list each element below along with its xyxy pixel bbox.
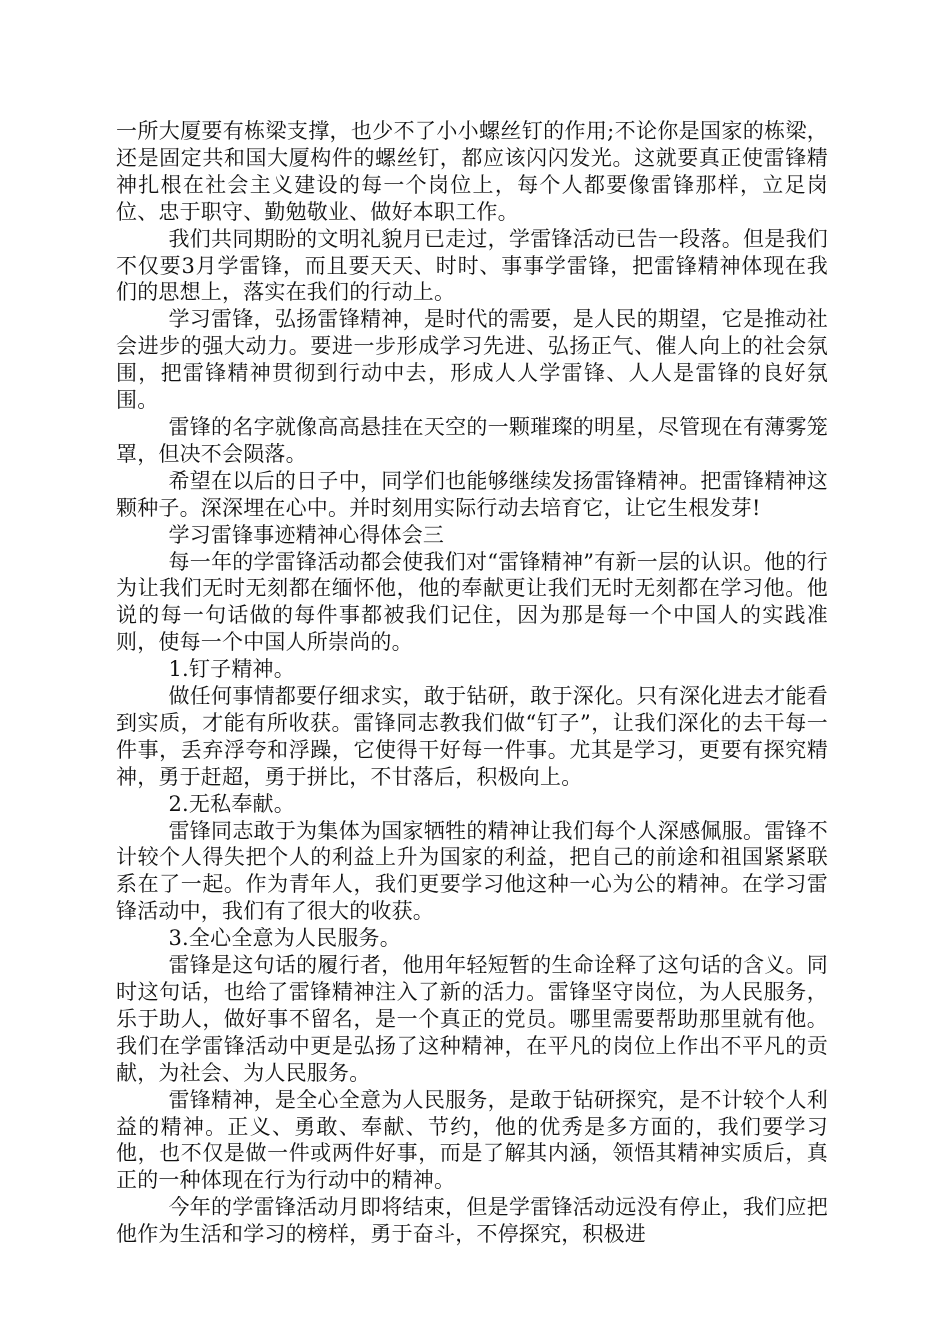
paragraph-7: 做任何事情都要仔细求实，敢于钻研，敢于深化。只有深化进去才能看到实质，才能有所收获。雷锋同志教我们做“钉子”，让我们深化的去干每一件事，丢弃浮夸和浮躁，它使得干好每一件事。尤其是学习，更要有探究精神，勇于赶超，勇于拼比，不甘落后，积极向上。: [116, 684, 828, 789]
list-heading-1: 1.钉子精神。: [168, 657, 295, 682]
list-heading-3: 3.全心全意为人民服务。: [168, 926, 401, 951]
paragraph-8: 雷锋同志敢于为集体为国家牺牲的精神让我们每个人深感佩服。雷锋不计较个人得失把个人的利益上升为国家的利益，把自己的前途和祖国紧紧联系在了一起。作为青年人，我们更要学习他这种一心为公的精神。在学习雷锋活动中，我们有了很大的收获。: [116, 818, 828, 924]
document-page: [116, 118, 828, 1248]
paragraph-4: 雷锋的名字就像高高悬挂在天空的一颗璀璨的明星，尽管现在有薄雾笼罩，但决不会陨落。: [116, 414, 828, 466]
section-title: 学习雷锋事迹精神心得体会三: [168, 522, 445, 547]
paragraph-10: 雷锋精神，是全心全意为人民服务，是敢于钻研探究，是不计较个人利益的精神。正义、勇敢、奉献、节约，他的优秀是多方面的，我们要学习他，也不仅是做一件或两件好事，而是了解其内涵，领悟其精神实质后，真正的一种体现在行为行动中的精神。: [116, 1087, 828, 1193]
paragraph-3: 学习雷锋，弘扬雷锋精神，是时代的需要，是人民的期望，它是推动社会进步的强大动力。要进一步形成学习先进、弘扬正气、催人向上的社会氛围，把雷锋精神贯彻到行动中去，形成人人学雷锋、人人是雷锋的良好氛围。: [116, 307, 828, 413]
paragraph-11: 今年的学雷锋活动月即将结束，但是学雷锋活动远没有停止，我们应把他作为生活和学习的榜样，勇于奋斗，不停探究，积极进: [116, 1195, 828, 1247]
paragraph-6: 每一年的学雷锋活动都会使我们对“雷锋精神”有新一层的认识。他的行为让我们无时无刻都在缅怀他，他的奉献更让我们无时无刻都在学习他。他说的每一句话做的每件事都被我们记住，因为那是每一个中国人的实践准则，使每一个中国人所崇尚的。: [116, 549, 828, 655]
list-heading-2: 2.无私奉献。: [168, 791, 295, 816]
paragraph-9: 雷锋是这句话的履行者，他用年轻短暂的生命诠释了这句话的含义。同时这句话，也给了雷锋精神注入了新的活力。雷锋坚守岗位，为人民服务，乐于助人，做好事不留名，是一个真正的党员。哪里需要帮助那里就有他。我们在学雷锋活动中更是弘扬了这种精神，在平凡的岗位上作出不平凡的贡献，为社会、为人民服务。: [116, 953, 828, 1085]
paragraph-2: 我们共同期盼的文明礼貌月已走过，学雷锋活动已告一段落。但是我们不仅要3月学雷锋，而且要天天、时时、事事学雷锋，把雷锋精神体现在我们的思想上，落实在我们的行动上。: [116, 226, 828, 305]
paragraph-5: 希望在以后的日子中，同学们也能够继续发扬雷锋精神。把雷锋精神这颗种子。深深埋在心中。并时刻用实际行动去培育它，让它生根发芽!: [116, 468, 828, 520]
paragraph-1: 一所大厦要有栋梁支撑，也少不了小小螺丝钉的作用;不论你是国家的栋梁，还是固定共和国大厦构件的螺丝钉，都应该闪闪发光。这就要真正使雷锋精神扎根在社会主义建设的每一个岗位上，每个人都要像雷锋那样，立足岗位、忠于职守、勤勉敬业、做好本职工作。: [116, 119, 828, 224]
